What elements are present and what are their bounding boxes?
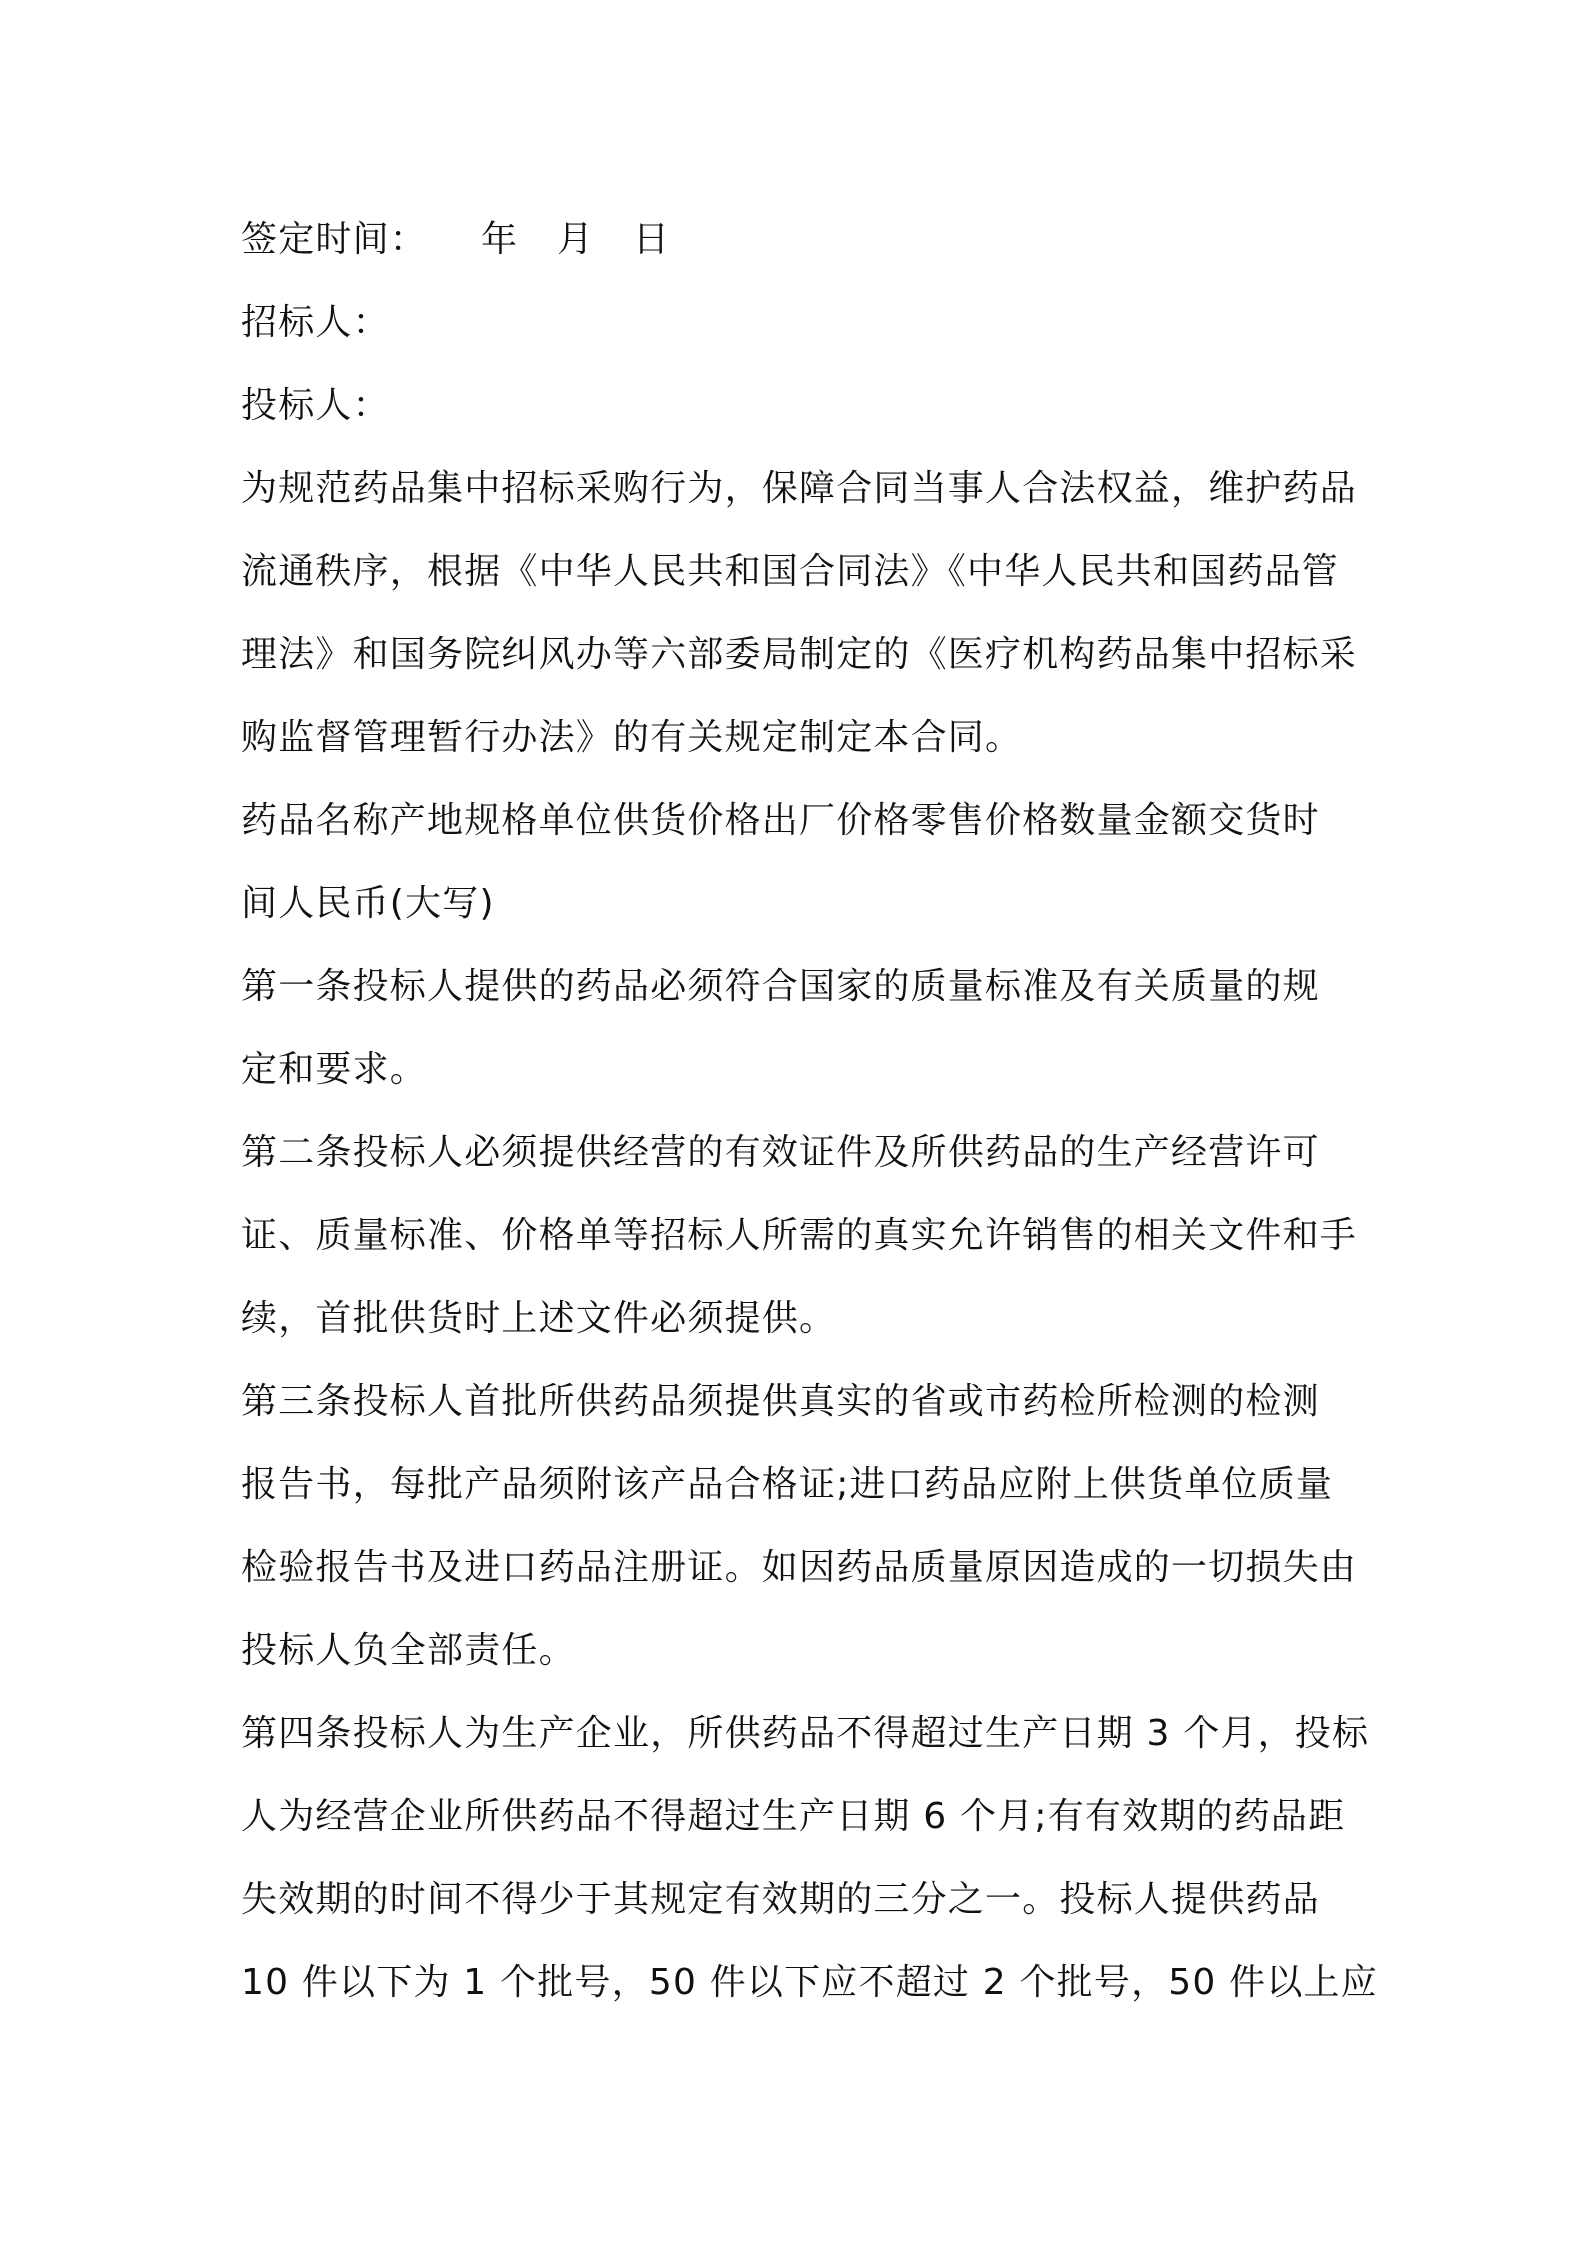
article-3-line: 投标人负全部责任。 — [241, 1630, 576, 1671]
signing-date-label: 签定时间： — [241, 219, 428, 260]
article-4-line: 第四条投标人为生产企业，所供药品不得超过生产日期 3 个月，投标 — [241, 1713, 1370, 1754]
preamble-line: 流通秩序，根据《中华人民共和国合同法》《中华人民共和国药品管 — [241, 551, 1340, 592]
article-2-line: 续，首批供货时上述文件必须提供。 — [241, 1298, 837, 1339]
signing-date-month: 月 — [557, 219, 595, 260]
preamble-line: 理法》和国务院纠风办等六部委局制定的《医疗机构药品集中招标采 — [241, 634, 1358, 675]
article-4-line: 失效期的时间不得少于其规定有效期的三分之一。投标人提供药品 — [241, 1879, 1320, 1920]
article-2-line: 证、质量标准、价格单等招标人所需的真实允许销售的相关文件和手 — [241, 1215, 1358, 1256]
article-1-line: 定和要求。 — [241, 1049, 428, 1090]
signing-date-day: 日 — [633, 219, 671, 260]
article-4-line: 人为经营企业所供药品不得超过生产日期 6 个月;有有效期的药品距 — [241, 1796, 1346, 1837]
article-3-line: 第三条投标人首批所供药品须提供真实的省或市药检所检测的检测 — [241, 1381, 1320, 1422]
preamble-line: 购监督管理暂行办法》的有关规定制定本合同。 — [241, 717, 1023, 758]
article-3-line: 检验报告书及进口药品注册证。如因药品质量原因造成的一切损失由 — [241, 1547, 1358, 1588]
bidder-line: 投标人： — [241, 385, 390, 426]
signing-date-line — [241, 198, 1361, 281]
tenderer-line: 招标人： — [241, 302, 390, 343]
table-header-line: 药品名称产地规格单位供货价格出厂价格零售价格数量金额交货时 — [241, 800, 1320, 841]
article-3-line: 报告书，每批产品须附该产品合格证;进口药品应附上供货单位质量 — [241, 1464, 1334, 1505]
contract-body — [241, 198, 1378, 2024]
table-header-line: 间人民币(大写) — [241, 883, 495, 924]
article-4-line: 10 件以下为 1 个批号，50 件以下应不超过 2 个批号，50 件以上应 — [241, 1962, 1378, 2003]
signing-date-year: 年 — [481, 219, 519, 260]
article-1-line: 第一条投标人提供的药品必须符合国家的质量标准及有关质量的规 — [241, 966, 1320, 1007]
preamble-line: 为规范药品集中招标采购行为，保障合同当事人合法权益，维护药品 — [241, 468, 1358, 509]
article-2-line: 第二条投标人必须提供经营的有效证件及所供药品的生产经营许可 — [241, 1132, 1320, 1173]
